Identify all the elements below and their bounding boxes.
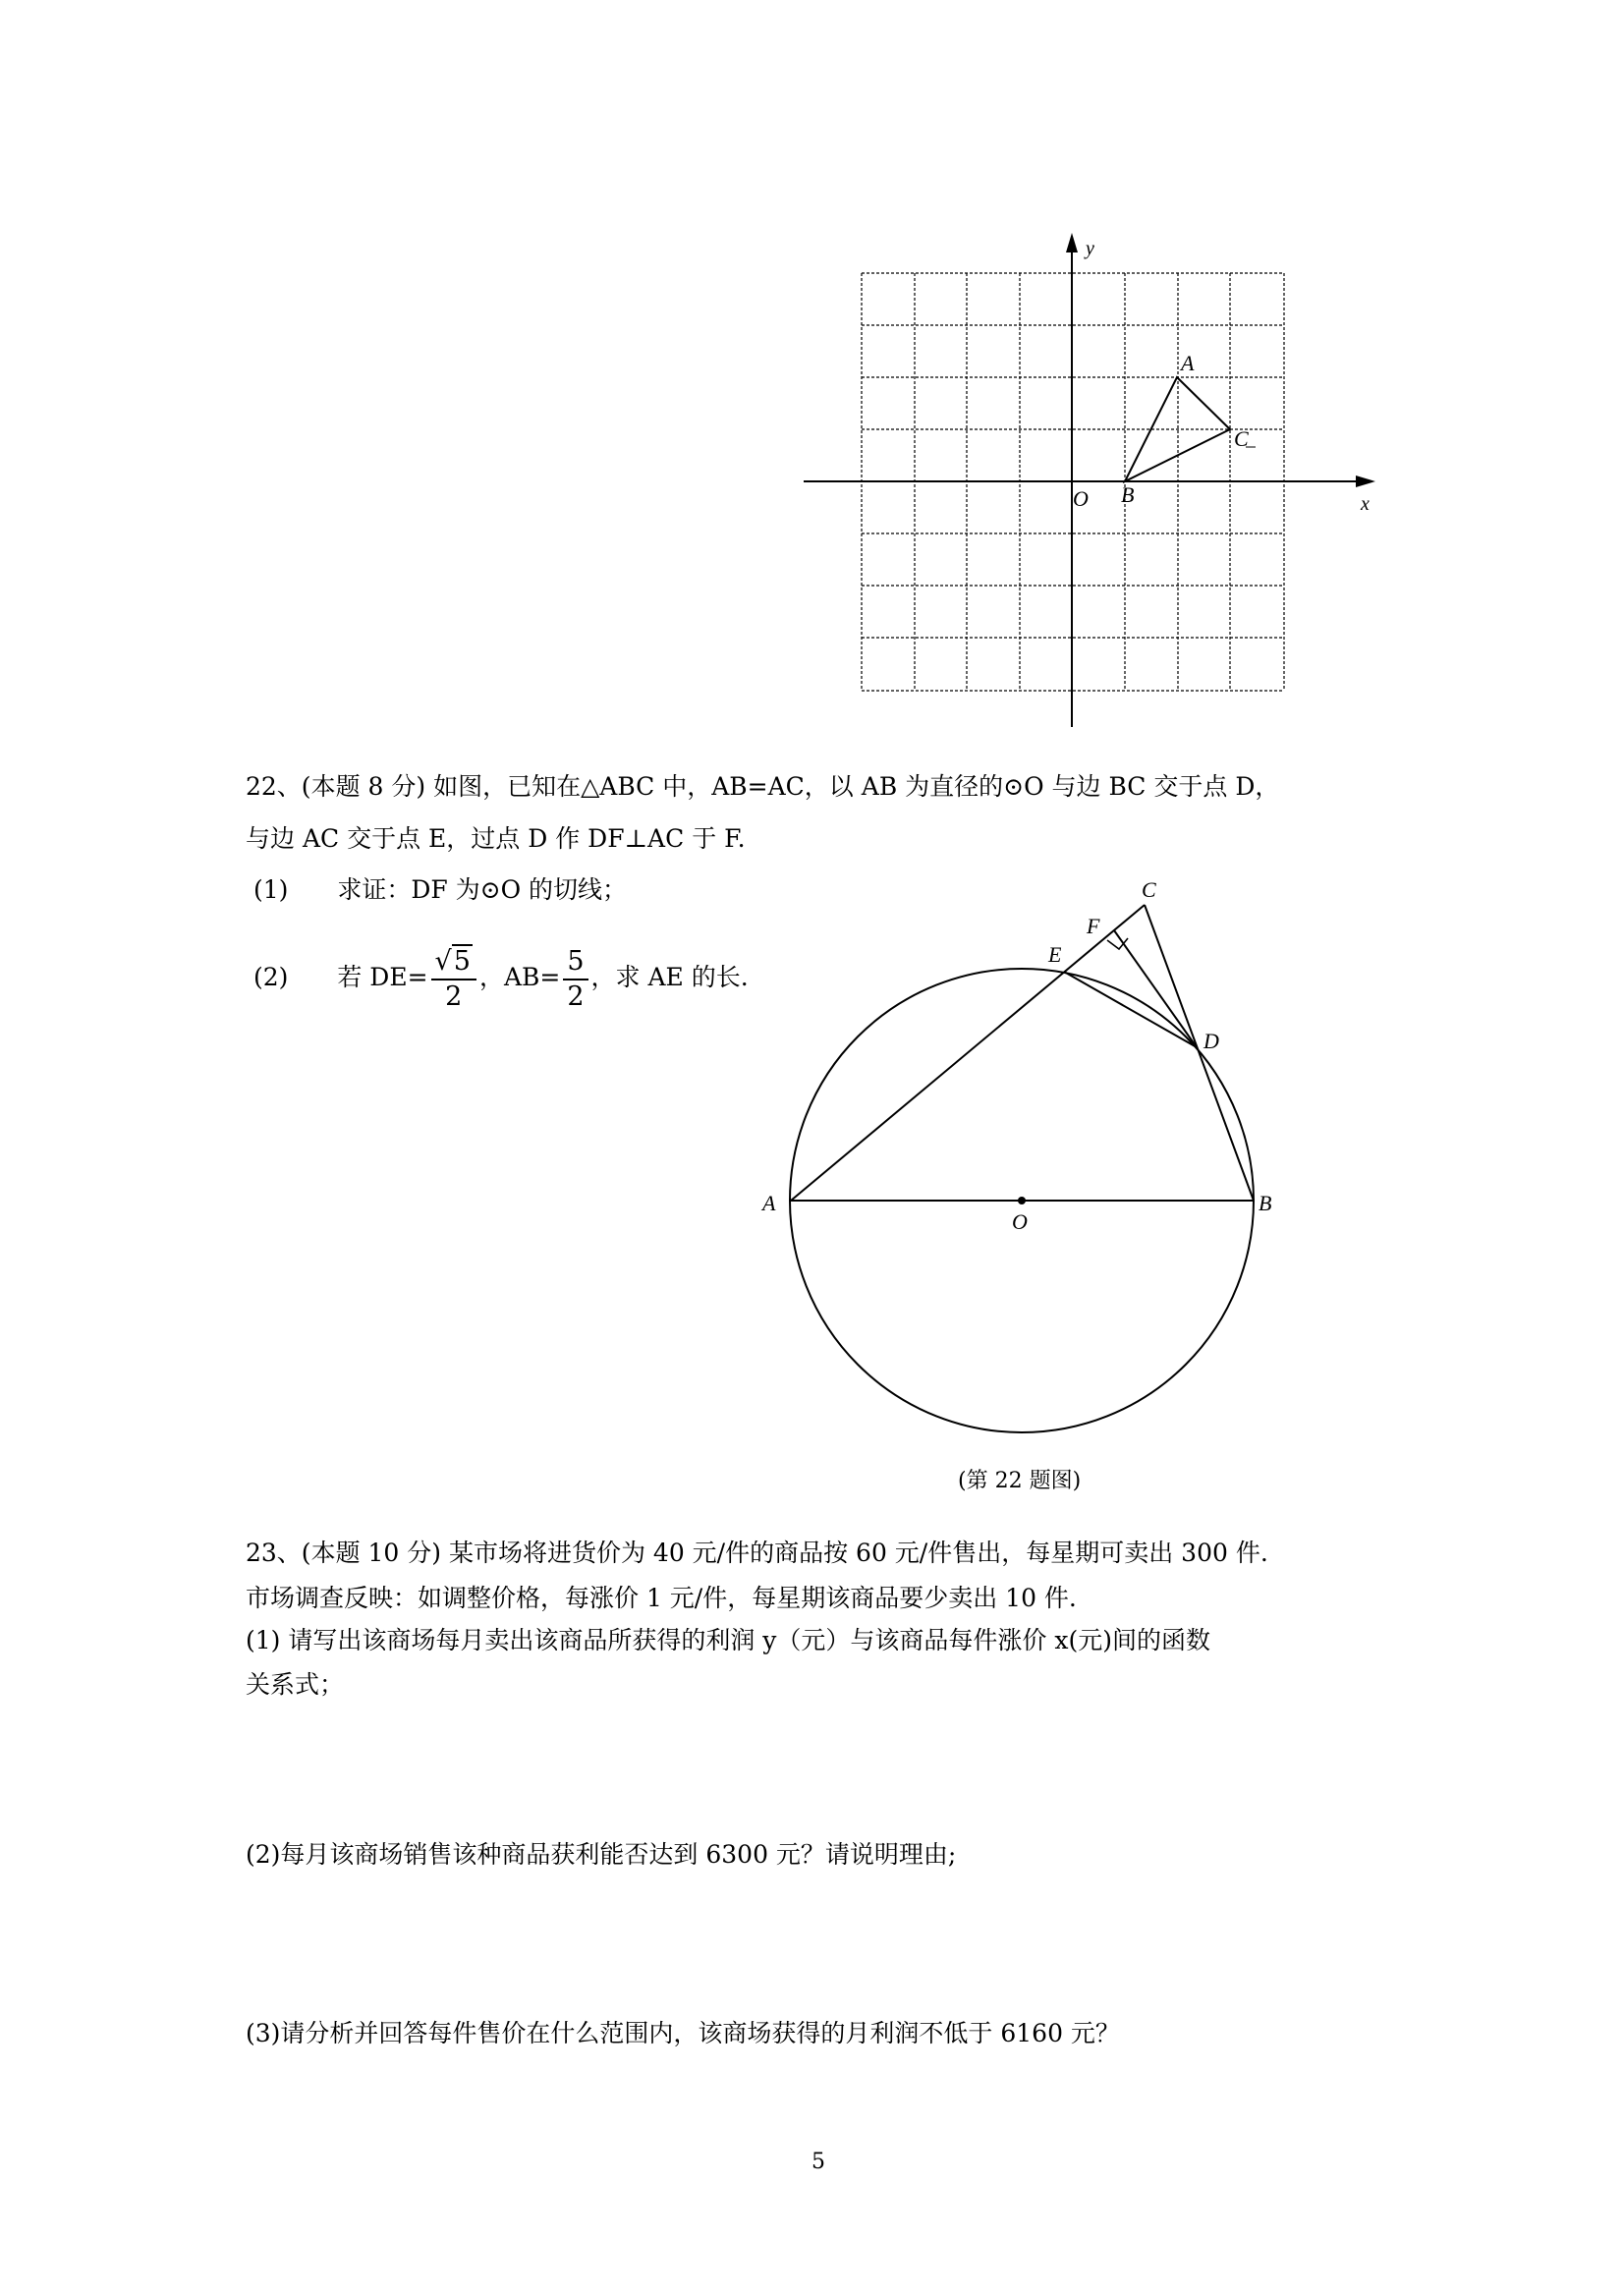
ab-denominator: 2 bbox=[567, 980, 585, 1012]
point-a-label: A bbox=[1181, 351, 1195, 375]
q22-part1-number: (1) bbox=[253, 875, 289, 904]
segment-ed bbox=[1064, 972, 1197, 1047]
q23-line1: 23、(本题 10 分) 某市场将进货价为 40 元/件的商品按 60 元/件售出，每星期可卖出 300 件. bbox=[246, 1539, 1268, 1567]
circle-triangle-figure bbox=[747, 865, 1297, 1454]
q22-part2-number: (2) bbox=[253, 963, 289, 991]
de-fraction bbox=[431, 945, 476, 1014]
label-d: D bbox=[1203, 1029, 1219, 1053]
de-denominator: 2 bbox=[445, 980, 463, 1012]
q22-part2-prefix: 若 DE= bbox=[337, 963, 428, 991]
ab-fraction bbox=[563, 945, 588, 1014]
q22-line2: 与边 AC 交于点 E，过点 D 作 DF⊥AC 于 F. bbox=[246, 824, 746, 853]
point-b-label: B bbox=[1121, 482, 1135, 507]
q22-part1-text: 求证：DF 为⊙O 的切线； bbox=[337, 875, 628, 904]
q23-part2: (2)每月该商场销售该种商品获利能否达到 6300 元？请说明理由; bbox=[246, 1840, 957, 1869]
q23-line4: 关系式； bbox=[246, 1670, 345, 1699]
q23-part3: (3)请分析并回答每件售价在什么范围内，该商场获得的月利润不低于 6160 元？ bbox=[246, 2019, 1120, 2047]
label-a: A bbox=[762, 1191, 776, 1215]
q22-figure-caption: (第 22 题图) bbox=[958, 1469, 1082, 1493]
label-c: C bbox=[1142, 877, 1156, 902]
point-c-label: C bbox=[1234, 426, 1249, 451]
q22-part2 bbox=[253, 938, 749, 1017]
origin-label: O bbox=[1073, 486, 1089, 511]
page-number: 5 bbox=[812, 2150, 825, 2174]
x-axis-label: x bbox=[1361, 493, 1370, 515]
q22-part1 bbox=[253, 872, 627, 908]
q23-line3: (1) 请写出该商场每月卖出该商品所获得的利润 y（元）与该商品每件涨价 x(元)间的函数 bbox=[246, 1626, 1210, 1654]
y-axis-arrow bbox=[1066, 233, 1078, 252]
q23-line2: 市场调查反映：如调整价格，每涨价 1 元/件，每星期该商品要少卖出 10 件. bbox=[246, 1584, 1077, 1612]
axes bbox=[804, 244, 1366, 727]
right-angle-mark bbox=[1107, 938, 1128, 949]
x-axis-arrow bbox=[1356, 476, 1375, 487]
de-radicand: 5 bbox=[453, 945, 471, 977]
y-axis-label: y bbox=[1086, 238, 1094, 259]
center-dot bbox=[1018, 1197, 1026, 1204]
ab-numerator: 5 bbox=[563, 945, 588, 980]
segment-df bbox=[1114, 930, 1197, 1047]
label-o: O bbox=[1012, 1209, 1028, 1234]
label-b: B bbox=[1259, 1191, 1272, 1215]
label-f: F bbox=[1087, 914, 1100, 938]
q22-line1: 22、(本题 8 分) 如图，已知在△ABC 中，AB=AC，以 AB 为直径的⊙O 与边 BC 交于点 D， bbox=[246, 772, 1280, 801]
coordinate-grid-figure bbox=[796, 226, 1385, 737]
q22-ab-prefix: ，AB= bbox=[478, 963, 561, 991]
q22-part2-suffix: ，求 AE 的长. bbox=[590, 963, 749, 991]
label-e: E bbox=[1048, 942, 1062, 967]
sqrt-symbol: √5 bbox=[434, 945, 471, 977]
segment-cb bbox=[1145, 905, 1254, 1201]
